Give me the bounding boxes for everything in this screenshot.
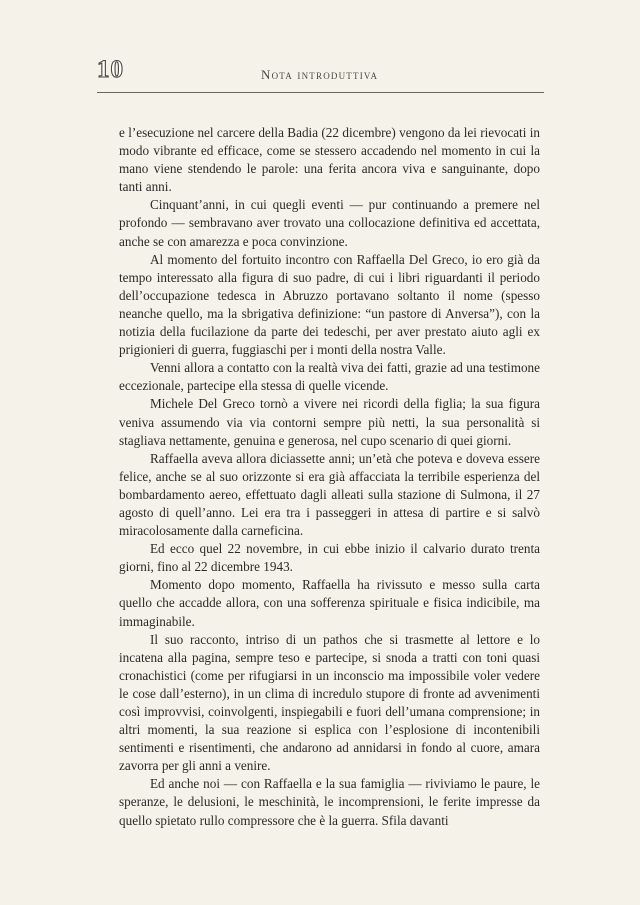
paragraph: Cinquant’anni, in cui quegli eventi — pur continuando a premere nel profondo — sembravano aver trovato una collocazione definitiva ed accettata, anche se con amarezza e poca convinzione. bbox=[119, 197, 540, 249]
body-text bbox=[119, 124, 540, 830]
header-rule bbox=[97, 92, 544, 93]
paragraph-continued: e l’esecuzione nel carcere della Badia (22 dicembre) vengono da lei rievocati in modo vibrante ed efficace, come se stessero accadendo nel momento in cui la mano viene stendendo le parole: una ferita ancora viva e sanguinante, dopo tanti anni. bbox=[119, 125, 540, 195]
paragraph: Ed ecco quel 22 novembre, in cui ebbe inizio il calvario durato trenta giorni, fino al 22 dicembre 1943. bbox=[119, 541, 540, 575]
page-number: 10 bbox=[97, 56, 124, 83]
running-title: Nota introduttiva bbox=[261, 67, 379, 82]
page-header bbox=[97, 52, 544, 92]
paragraph: Al momento del fortuito incontro con Raffaella Del Greco, io ero già da tempo interessato alla figura di suo padre, di cui i libri riguardanti il periodo dell’occupazione tedesca in Abruzzo portavano soltanto il nome (spesso neanche quello, ma la sbrigativa definizione: “un pastore di Anversa”), con la notizia della fucilazione da parte dei tedeschi, per aver prestato aiuto agli ex prigionieri di guerra, fuggiaschi per i monti della nostra Valle. bbox=[119, 251, 540, 358]
paragraph: Raffaella aveva allora diciassette anni; un’età che poteva e doveva essere felice, anche se al suo orizzonte si era già affacciata la terribile esperienza del bombardamento aereo, effettuato dagli alleati sulla stazione di Sulmona, il 27 agosto di quell’anno. Lei era tra i passeggeri in attesa di partire e si salvò miracolosamente dalla carneficina. bbox=[119, 450, 540, 539]
paragraph: Momento dopo momento, Raffaella ha rivissuto e messo sulla carta quello che accadde allora, con una sofferenza spirituale e fisica indicibile, ma immaginabile. bbox=[119, 577, 540, 629]
paragraph: Venni allora a contatto con la realtà viva dei fatti, grazie ad una testimone eccezionale, partecipe ella stessa di quelle vicende. bbox=[119, 360, 540, 394]
paragraph: Michele Del Greco tornò a vivere nei ricordi della figlia; la sua figura veniva assumendo via via contorni sempre più netti, la sua personalità si stagliava nettamente, genuina e generosa, nel cupo scenario di quei giorni. bbox=[119, 396, 540, 448]
paragraph: Ed anche noi — con Raffaella e la sua famiglia — riviviamo le paure, le speranze, le delusioni, le meschinità, le incomprensioni, le ferite impresse da quello spietato rullo compressore che è la guerra. Sfila davanti bbox=[119, 776, 540, 828]
paragraph: Il suo racconto, intriso di un pathos che si trasmette al lettore e lo incatena alla pagina, sempre teso e partecipe, si snoda a tratti con toni quasi cronachistici (come per rifugiarsi in un inconscio ma impossibile voler vedere le cose dall’esterno), in un clima di incredulo stupore di fronte ad avvenimenti così improvvisi, coinvolgenti, inspiegabili e fuori dell’umana comprensione; in altri momenti, la sua reazione si esplica con l’esplosione di incontenibili sentimenti e risentimenti, che andarono ad annidarsi in fondo al cuore, amara zavorra per gli anni a venire. bbox=[119, 631, 540, 774]
